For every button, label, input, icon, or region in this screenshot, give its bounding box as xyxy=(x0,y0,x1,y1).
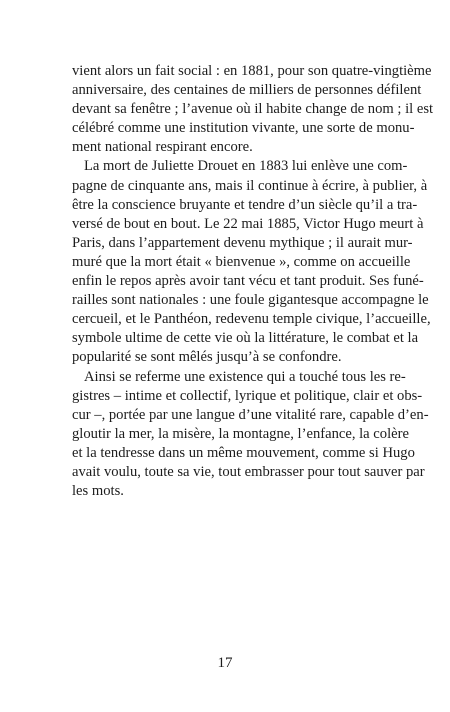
text-line: pagne de cinquante ans, mais il continue à écrire, à publier, à xyxy=(72,177,428,194)
text-line: les mots. xyxy=(72,483,124,500)
text-line: vient alors un fait social : en 1881, pour son quatre-vingtième xyxy=(72,63,432,79)
page-number: 17 xyxy=(217,655,233,671)
body-text xyxy=(72,62,434,501)
text-line: célébré comme une institution vivante, une sorte de monu- xyxy=(72,120,415,137)
text-line: symbole ultime de cette vie où la littérature, le combat et la xyxy=(72,330,419,347)
text-line: ment national respirant encore. xyxy=(72,139,253,156)
text-line: Ainsi se referme une existence qui a touché tous les re- xyxy=(84,368,406,385)
text-line: gistres – intime et collectif, lyrique et politique, clair et obs- xyxy=(72,387,423,404)
text-line: devant sa fenêtre ; l’avenue où il habite change de nom ; il est xyxy=(72,101,434,118)
text-line: être la conscience bruyante et tendre d’un siècle qu’il a tra- xyxy=(72,196,418,213)
paragraph xyxy=(72,157,431,367)
text-line: railles sont nationales : une foule gigantesque accompagne le xyxy=(72,292,429,309)
text-line: et la tendresse dans un même mouvement, comme si Hugo xyxy=(72,444,415,461)
text-line: avait voulu, toute sa vie, tout embrasser pour tout sauver par xyxy=(72,463,425,480)
text-line: cercueil, et le Panthéon, redevenu temple civique, l’accueille, xyxy=(72,311,431,328)
text-line: anniversaire, des centaines de milliers de personnes défilent xyxy=(72,82,422,99)
text-line: versé de bout en bout. Le 22 mai 1885, Victor Hugo meurt à xyxy=(72,215,424,232)
text-line: muré que la mort était « bienvenue », comme on accueille xyxy=(72,253,411,270)
text-line: cur –, portée par une langue d’une vitalité rare, capable d’en- xyxy=(72,406,429,423)
text-line: popularité se sont mêlés jusqu’à se confondre. xyxy=(72,349,342,366)
text-line: Paris, dans l’appartement devenu mythique ; il aurait mur- xyxy=(72,234,413,251)
text-line: enfin le repos après avoir tant vécu et tant produit. Ses funé- xyxy=(72,273,424,290)
text-line: gloutir la mer, la misère, la montagne, l’enfance, la colère xyxy=(72,425,409,442)
paragraph xyxy=(72,62,434,157)
paragraph xyxy=(72,368,429,502)
text-line: La mort de Juliette Drouet en 1883 lui enlève une com- xyxy=(84,158,408,175)
